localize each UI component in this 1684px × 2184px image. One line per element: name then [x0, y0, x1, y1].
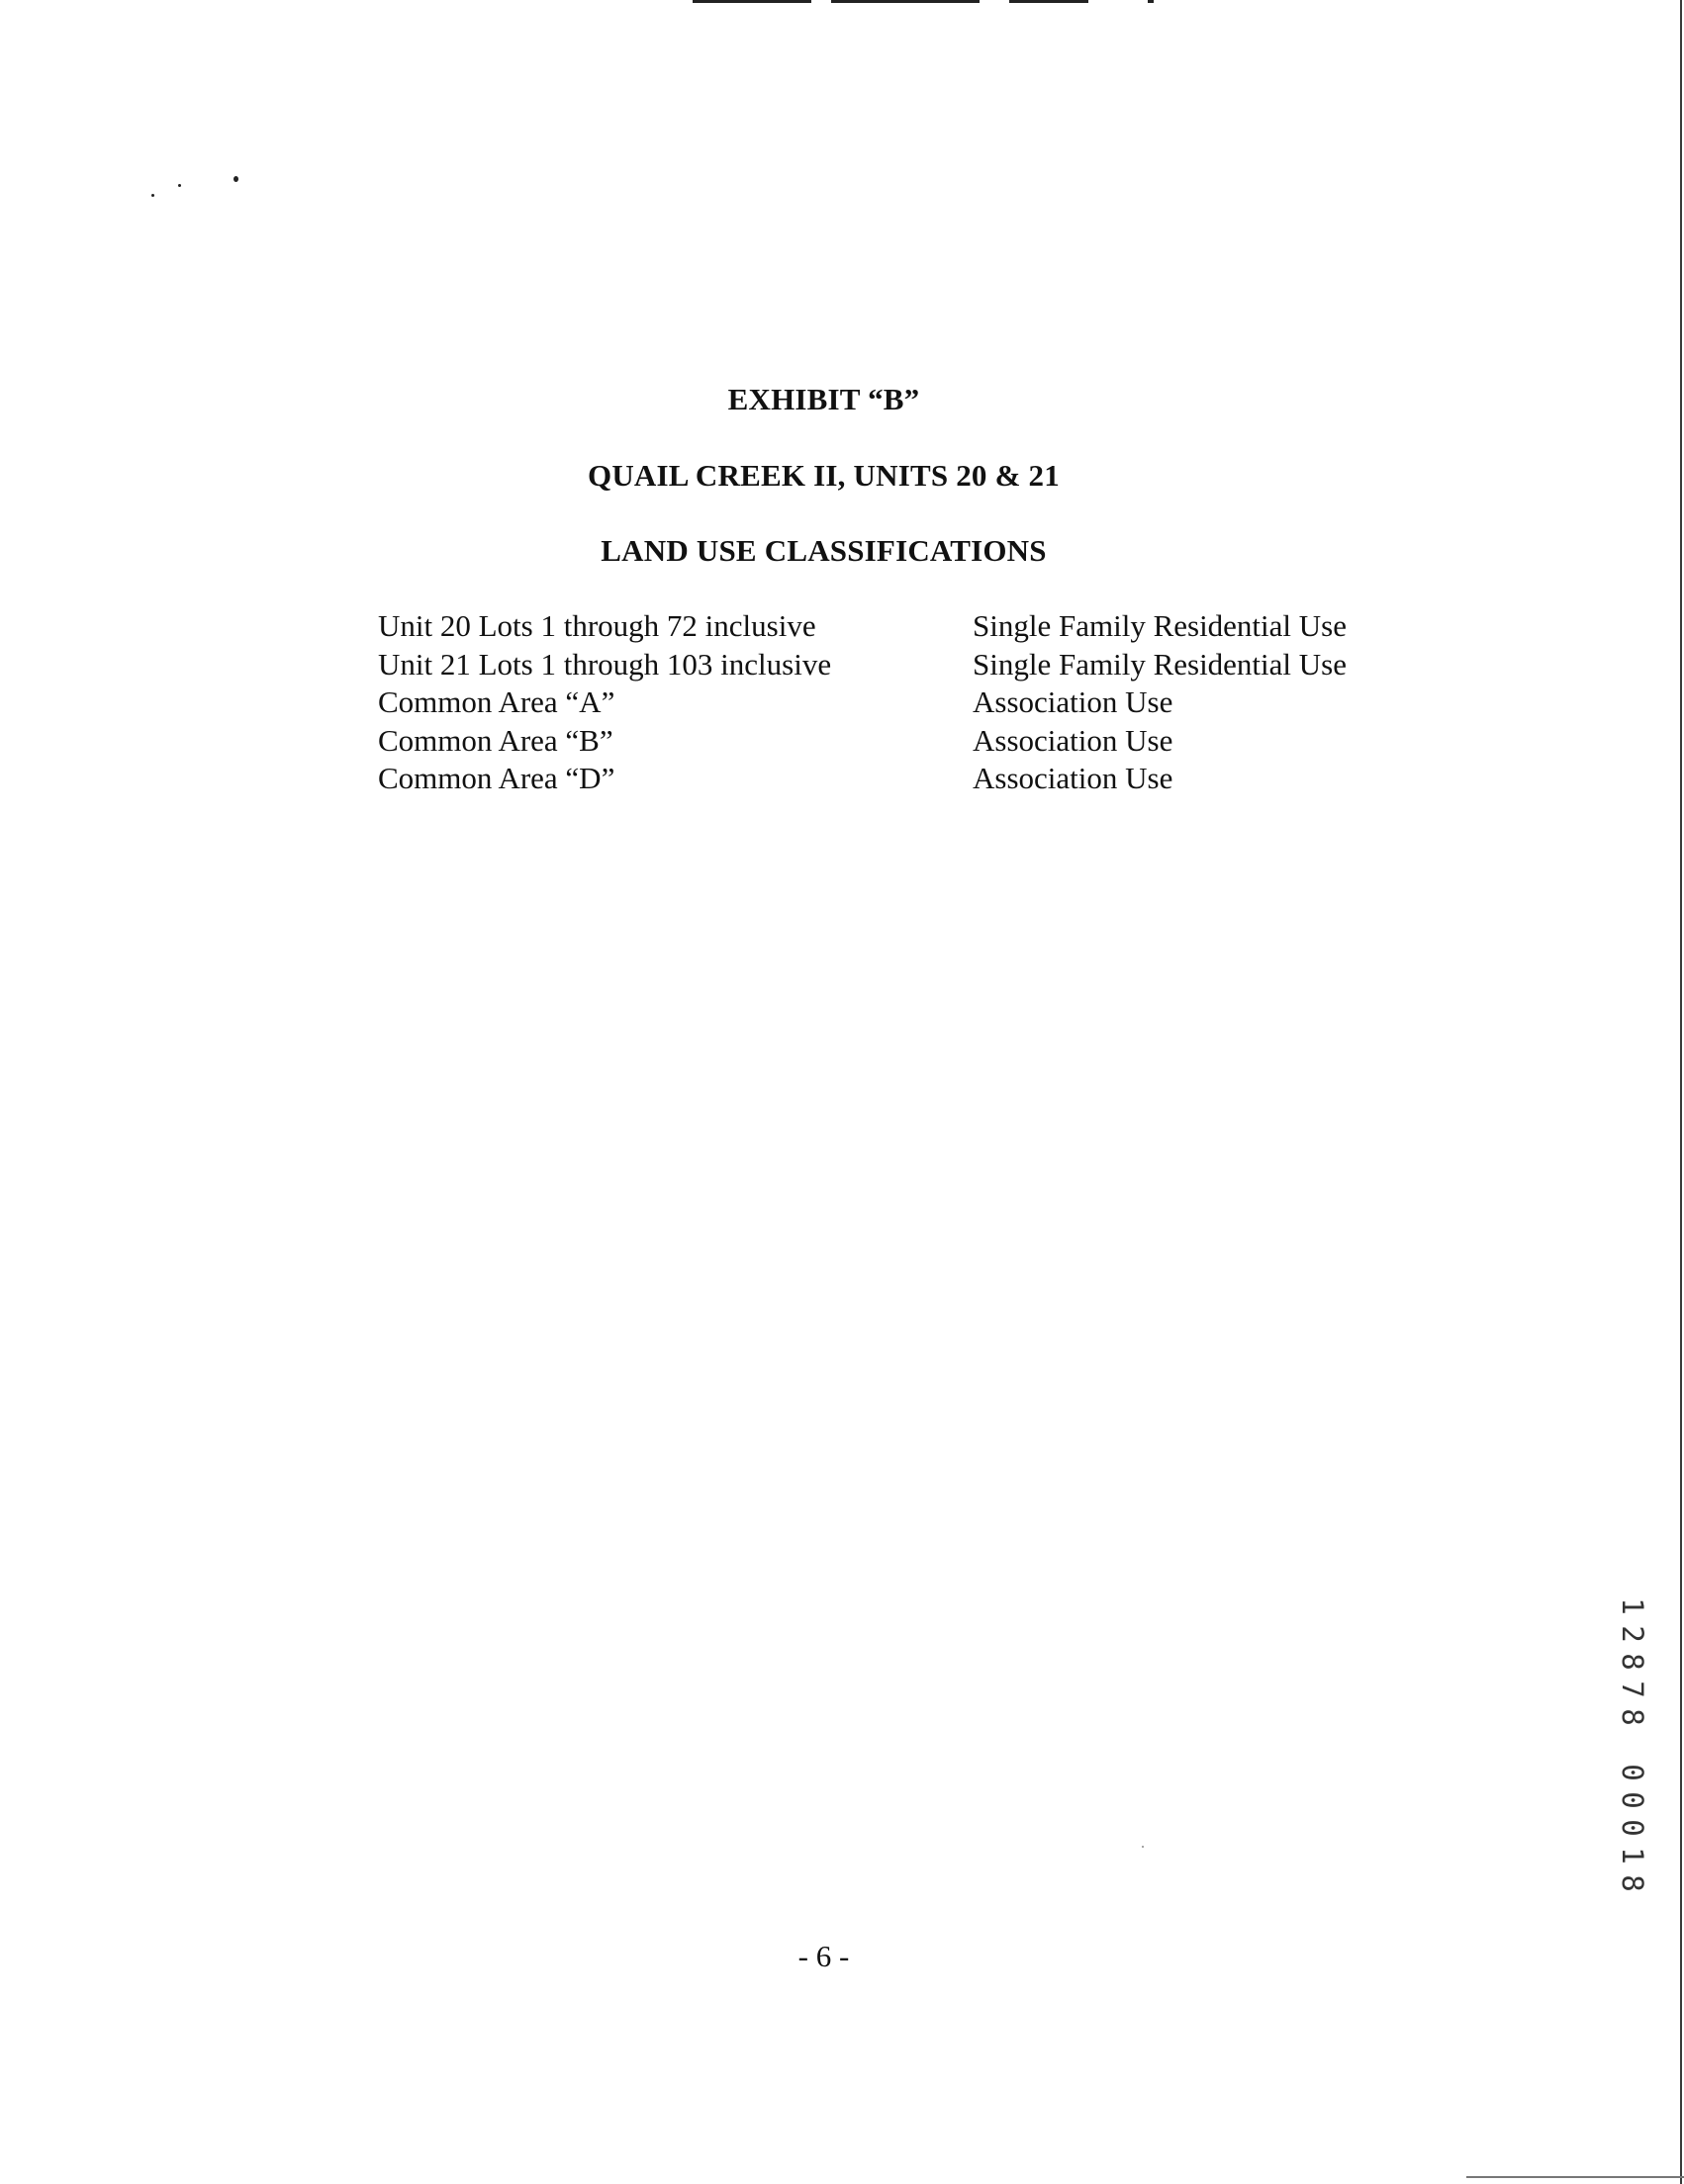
scan-speck	[1142, 1846, 1144, 1848]
land-use-value: Association Use	[973, 684, 1173, 719]
page-number: - 6 -	[797, 1939, 850, 1973]
land-use-value: Association Use	[973, 722, 1173, 758]
property-label: Common Area “D”	[378, 761, 615, 795]
project-title: QUAIL CREEK II, UNITS 20 & 21	[588, 458, 1060, 493]
scan-speck	[178, 184, 181, 187]
land-use-value: Single Family Residential Use	[973, 608, 1347, 643]
scan-top-mark	[633, 0, 1168, 4]
property-label: Common Area “B”	[378, 722, 613, 758]
land-use-value: Single Family Residential Use	[973, 646, 1347, 682]
stamp-digit: 8	[1616, 1708, 1649, 1726]
scan-speck	[234, 176, 238, 182]
section-title: LAND USE CLASSIFICATIONS	[601, 533, 1047, 568]
stamp-digit: 8	[1616, 1653, 1649, 1671]
scan-edge-line	[1680, 0, 1682, 2184]
property-label: Unit 21 Lots 1 through 103 inclusive	[378, 646, 832, 682]
classification-row	[378, 760, 1427, 798]
scan-bottom-rule	[1466, 2176, 1684, 2178]
exhibit-title: EXHIBIT “B”	[727, 382, 920, 416]
scan-speck	[151, 194, 154, 197]
stamp-digit: 1	[1616, 1847, 1649, 1865]
classification-row	[378, 607, 1427, 646]
classification-row	[378, 683, 1427, 722]
stamp-digit: 8	[1616, 1874, 1649, 1892]
stamp-digit: 0	[1616, 1764, 1649, 1781]
stamp-digit: 7	[1616, 1681, 1649, 1698]
stamp-digit: 0	[1616, 1819, 1649, 1837]
stamp-digit: 1	[1616, 1597, 1649, 1615]
property-label: Common Area “A”	[378, 684, 615, 719]
classification-row	[378, 722, 1427, 761]
classification-row	[378, 646, 1427, 684]
land-use-value: Association Use	[973, 761, 1173, 795]
classification-list	[378, 607, 1427, 798]
stamp-digit: 2	[1616, 1625, 1649, 1643]
recording-stamp	[1613, 1592, 1652, 1897]
stamp-digit: 0	[1616, 1791, 1649, 1809]
property-label: Unit 20 Lots 1 through 72 inclusive	[378, 608, 816, 643]
